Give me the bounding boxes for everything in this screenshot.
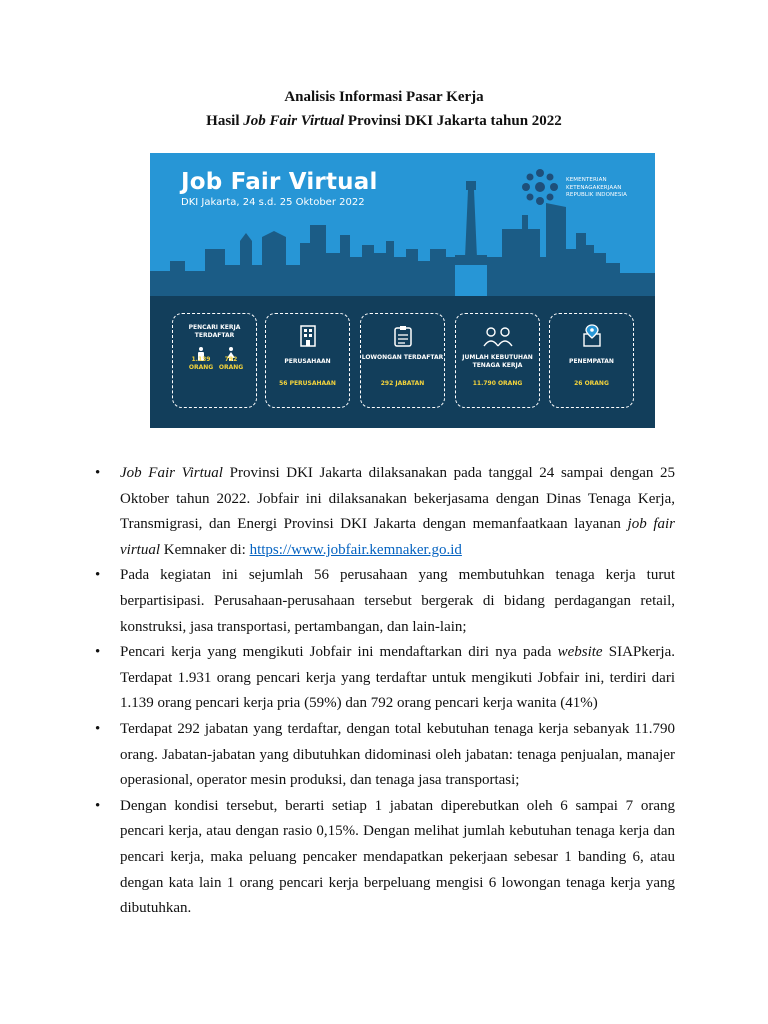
- card-title: PERUSAHAAN: [284, 358, 331, 365]
- logo-line: KETENAGAKERJAAN: [566, 184, 622, 191]
- findings-list: [95, 461, 675, 922]
- italic-text: job fair virtual: [120, 516, 676, 558]
- location-icon: [581, 324, 603, 348]
- stat-card-companies: [265, 313, 350, 408]
- list-item: [95, 461, 675, 563]
- document-subtitle: [0, 111, 768, 131]
- kemnaker-logo-text: [566, 177, 655, 200]
- list-item: [95, 640, 675, 717]
- jobfair-link[interactable]: https://www.jobfair.kemnaker.go.id: [249, 541, 462, 558]
- bullet-text: Dengan kondisi tersebut, berarti setiap 1 jabatan diperebutkan oleh 6 sampai 7 orang pencari kerja, atau dengan rasio 0,15%. Dengan melihat jumlah kebutuhan tenaga kerja dan pencari kerja, maka peluang pencaker mendapatkan pekerjaan sebesar 1 banding 6, atau dengan kata lain 1 orang pencari kerja berpeluang mengisi 6 lowongan tenaga kerja yang dibutuhkan.: [120, 797, 675, 917]
- building-icon: [297, 324, 319, 348]
- subtitle-suffix: Provinsi DKI Jakarta tahun 2022: [347, 113, 562, 129]
- bullet-text: Kemnaker di:: [160, 541, 250, 558]
- banner-title: Job Fair Virtual: [181, 169, 378, 195]
- list-item: [95, 563, 675, 640]
- stat-card-placement: [549, 313, 634, 408]
- kemnaker-logo-icon: [518, 165, 562, 209]
- card-value: 56 PERUSAHAAN: [279, 380, 336, 387]
- card-value: 292 JABATAN: [380, 380, 425, 387]
- card-title: JUMLAH KEBUTUHAN TENAGA KERJA: [462, 354, 533, 369]
- female-count: [214, 356, 248, 372]
- job-fair-banner: [150, 153, 655, 428]
- list-item: [95, 794, 675, 922]
- female-value: 792: [224, 356, 238, 363]
- stat-card-vacancies: [360, 313, 445, 408]
- male-count: [184, 356, 218, 372]
- italic-text: website: [557, 644, 603, 661]
- banner-subtitle: DKI Jakarta, 24 s.d. 25 Oktober 2022: [181, 197, 365, 208]
- female-unit: ORANG: [218, 364, 244, 371]
- list-item: [95, 717, 675, 794]
- document-title: Analisis Informasi Pasar Kerja: [284, 89, 484, 105]
- card-value: 11.790 ORANG: [472, 380, 523, 387]
- bullet-text: Pada kegiatan ini sejumlah 56 perusahaan yang membutuhkan tenaga kerja turut berpartisipasi. Perusahaan-perusahaan tersebut bergerak di bidang perdagangan retail, konstruksi, jasa transportasi, pertambangan, dan lain-lain;: [120, 567, 675, 635]
- clipboard-icon: [392, 324, 414, 348]
- stat-card-job-seekers: [172, 313, 257, 408]
- male-value: 1.139: [191, 356, 211, 363]
- card-title: PENEMPATAN: [569, 358, 614, 365]
- card-title: PENCARI KERJA TERDAFTAR: [188, 324, 241, 339]
- logo-line: KEMENTERIAN: [566, 177, 607, 183]
- card-value: 26 ORANG: [574, 380, 609, 387]
- workers-icon: [483, 324, 513, 348]
- bullet-text: Pencari kerja yang mengikuti Jobfair ini mendaftarkan diri nya pada: [120, 644, 558, 661]
- bullet-text: Provinsi DKI Jakarta dilaksanakan pada tanggal 24 sampai dengan 25 Oktober tahun 2022. Jobfair ini dilaksanakan bekerjasama dengan Dinas Tenaga Kerja, Transmigrasi, dan Energi Provinsi DKI Jakarta dengan memanfaatkaan layanan: [120, 465, 676, 533]
- subtitle-prefix: Hasil: [206, 113, 240, 129]
- bullet-text: Terdapat 292 jabatan yang terdaftar, dengan total kebutuhan tenaga kerja sebanyak 11.790 orang. Jabatan-jabatan yang dibutuhkan didominasi oleh jabatan: tenaga penjualan, manajer operasional, operator mesin produksi, dan tenaga jasa transportasi;: [120, 720, 675, 789]
- male-unit: ORANG: [188, 364, 214, 371]
- subtitle-italic: Job Fair Virtual: [243, 113, 345, 129]
- logo-line: REPUBLIK INDONESIA: [566, 192, 628, 198]
- bullet-text: SIAPkerja. Terdapat 1.931 orang pencari kerja yang terdaftar untuk mengikuti Jobfair ini, terdiri dari 1.139 orang pencari kerja pria (59%) dan 792 orang pencari kerja wanita (41%): [120, 644, 675, 712]
- stat-card-labor-demand: [455, 313, 540, 408]
- card-title: LOWONGAN TERDAFTAR: [361, 354, 444, 361]
- italic-text: Job Fair Virtual: [120, 465, 223, 481]
